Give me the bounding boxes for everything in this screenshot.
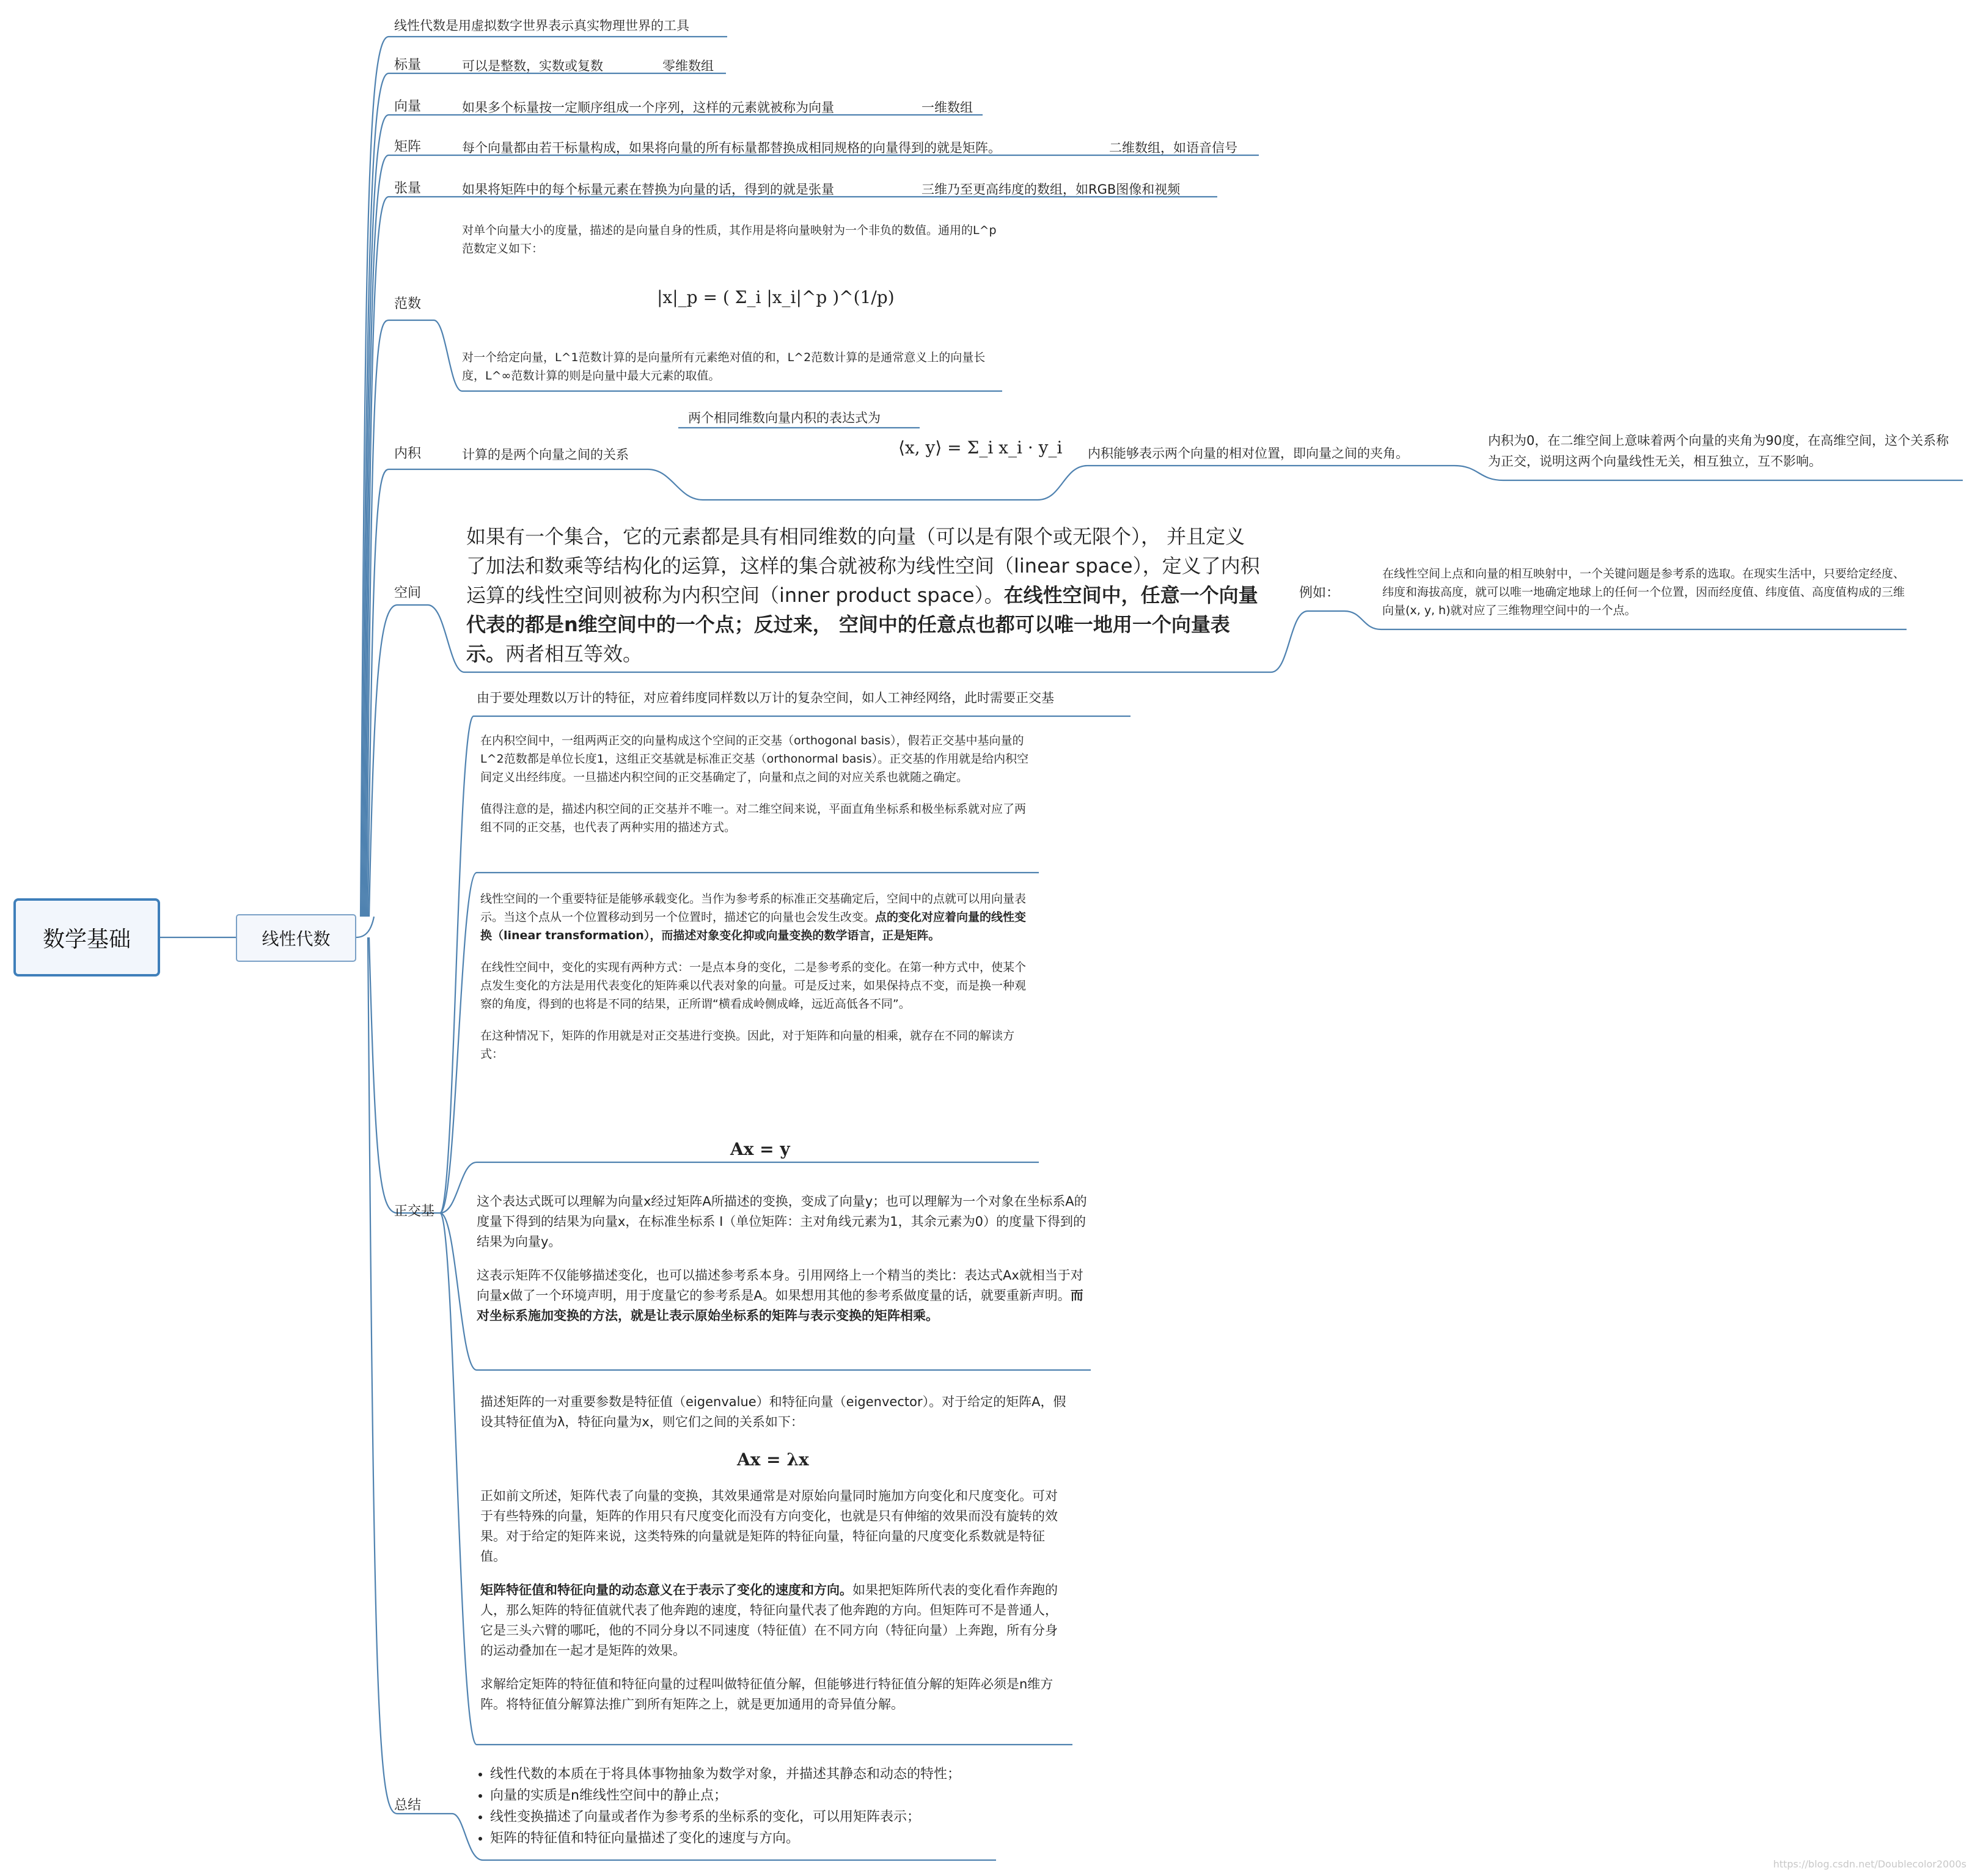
inner-expr-title: 两个相同维数向量内积的表达式为 (688, 411, 881, 425)
matrix-label[interactable]: 矩阵 (394, 139, 422, 155)
watermark: https://blog.csdn.net/Doublecolor2000s (1773, 1858, 1966, 1870)
inner-label[interactable]: 内积 (394, 446, 422, 461)
summary-label[interactable]: 总结 (394, 1798, 422, 1813)
norm-formula: |x|_p = ( Σ_i |x_i|^p )^(1/p) (657, 287, 895, 307)
vector-extra: 一维数组 (922, 100, 973, 115)
ortho-p3b: 点的变化对应着向量的线性变换（linear transformation），而描述对象变化抑或向量变换的数学语言，正是矩阵。 (480, 911, 1027, 942)
tensor-extra: 三维乃至更高纬度的数组，如RGB图像和视频 (922, 182, 1181, 197)
space-text (466, 522, 1261, 669)
ortho-p6: 这个表达式既可以理解为向量x经过矩阵A所描述的变换，变成了向量y；也可以理解为一个对象在坐标系A的度量下得到的结果为向量x，在标准坐标系 I（单位矩阵：主对角线元素为1，其余元素为0）的度量下得到的结果为向量y。 (477, 1194, 1087, 1249)
summary-item: • 矩阵的特征值和特征向量描述了变化的速度与方向。 (490, 1828, 1022, 1849)
space-text-c: 两者相互等效。 (505, 642, 643, 665)
ortho-p10b: 如果把矩阵所代表的变化看作奔跑的人，那么矩阵的特征值就代表了他奔跑的速度，特征向量代表了他奔跑的方向。但矩阵可不是普通人，它是三头六臂的哪吒，他的不同分身以不同速度（特征值）在不同方向（特征向量）上奔跑，所有分身的运动叠加在一起才是矩阵的效果。 (480, 1583, 1058, 1658)
vector-label[interactable]: 向量 (394, 99, 422, 114)
space-label[interactable]: 空间 (394, 585, 422, 601)
space-text-b: 在线性空间中，任意一个向量代表的都是n维空间中的一个点；反过来， 空间中的任意点也都可以唯一地用一个向量表示。 (466, 584, 1258, 665)
ortho-block-2 (480, 890, 1036, 1077)
branch-node-linear-algebra[interactable] (236, 914, 356, 962)
norm-label[interactable]: 范数 (394, 296, 422, 312)
ortho-p4: 在线性空间中，变化的实现有两种方式：一是点本身的变化，二是参考系的变化。在第一种方式中，使某个点发生变化的方法是用代表变化的矩阵乘以代表对象的向量。可是反过来，如果保持点不变，而是换一种观察的角度，得到的也将是不同的结果，正所谓“横看成岭侧成峰，远近高低各不同”。 (480, 961, 1027, 1011)
ortho-p8: 描述矩阵的一对重要参数是特征值（eigenvalue）和特征向量（eigenvector）。对于给定的矩阵A，假设其特征值为λ，特征向量为x，则它们之间的关系如下： (480, 1394, 1066, 1429)
ortho-p1: 在内积空间中，一组两两正交的向量构成这个空间的正交基（orthogonal basis），假若正交基中基向量的L^2范数都是单位长度1，这组正交基就是标准正交基（orthonormal basis）。正交基的作用就是给内积空间定义出经纬度。一旦描述内积空间的正交基确定了，向量和点之间的对应关系也就随之确定。 (480, 734, 1029, 784)
summary-list (472, 1764, 1022, 1849)
summary-item: • 向量的实质是n维线性空间中的静止点； (490, 1785, 1022, 1806)
connector-branch-spine (356, 917, 374, 937)
summary-item: • 线性变换描述了向量或者作为参考系的坐标系的变化，可以用矩阵表示； (490, 1806, 1022, 1828)
ortho-block-1 (480, 731, 1036, 850)
scalar-label[interactable]: 标量 (394, 57, 422, 73)
root-node[interactable] (13, 898, 160, 976)
ortho-lead: 由于要处理数以万计的特征，对应着纬度同样数以万计的复杂空间，如人工神经网络，此时需要正交基 (477, 691, 1054, 705)
ortho-block-3 (477, 1192, 1088, 1339)
ortho-p7 (477, 1266, 1088, 1326)
scalar-desc: 可以是整数，实数或复数 (462, 59, 603, 73)
space-text-a: 如果有一个集合，它的元素都是具有相同维数的向量（可以是有限个或无限个）， 并且定义了加法和数乘等结构化的运算，这样的集合就被称为线性空间（linear space），定义了内积运算的线性空间则被称为内积空间（inner product space）。 (466, 525, 1260, 607)
inner-formula: ⟨x, y⟩ = Σ_i x_i · y_i (898, 438, 1063, 458)
branch-title: 线性代数 (262, 929, 331, 949)
matrix-desc: 每个向量都由若干标量构成，如果将向量的所有标量都替换成相同规格的向量得到的就是矩阵。 (462, 141, 1001, 155)
ortho-p9: 正如前文所述，矩阵代表了向量的变换，其效果通常是对原始向量同时施加方向变化和尺度变化。可对于有些特殊的向量，矩阵的作用只有尺度变化而没有方向变化，也就是只有伸缩的效果而没有旋转的效果。对于给定的矩阵来说，这类特殊的向量就是矩阵的特征向量，特征向量的尺度变化系数就是特征值。 (480, 1489, 1058, 1564)
intro-text: 线性代数是用虚拟数字世界表示真实物理世界的工具 (394, 18, 689, 33)
norm-text-1: 对单个向量大小的度量，描述的是向量自身的性质，其作用是将向量映射为一个非负的数值。通用的L^p范数定义如下： (462, 224, 997, 255)
ortho-block-4a (480, 1392, 1070, 1446)
ortho-formula-2: Ax = λx (737, 1449, 809, 1470)
inner-desc: 计算的是两个向量之间的关系 (462, 447, 629, 462)
inner-meaning: 内积能够表示两个向量的相对位置，即向量之间的夹角。 (1088, 446, 1409, 461)
ortho-p2: 值得注意的是，描述内积空间的正交基并不唯一。对二维空间来说，平面直角坐标系和极坐标系就对应了两组不同的正交基，也代表了两种实用的描述方式。 (480, 802, 1027, 834)
ortho-p7b: 而对坐标系施加变换的方法，就是让表示原始坐标系的矩阵与表示变换的矩阵相乘。 (477, 1288, 1083, 1323)
ortho-p11: 求解给定矩阵的特征值和特征向量的过程叫做特征值分解，但能够进行特征值分解的矩阵必须是n维方阵。将特征值分解算法推广到所有矩阵之上，就是更加通用的奇异值分解。 (480, 1677, 1053, 1712)
scalar-extra: 零维数组 (662, 59, 714, 73)
root-title: 数学基础 (42, 926, 131, 952)
ortho-p7a: 这表示矩阵不仅能够描述变化，也可以描述参考系本身。引用网络上一个精当的类比：表达式Ax就相当于对向量x做了一个环境声明，用于度量它的参考系是A。如果想用其他的参考系做度量的话，就要重新声明。 (477, 1268, 1083, 1303)
connector-ortho (369, 937, 440, 1213)
inner-zero: 内积为0，在二维空间上意味着两个向量的夹角为90度，在高维空间，这个关系称为正交，说明这两个向量线性无关，相互独立，互不影响。 (1488, 433, 1949, 469)
tensor-label[interactable]: 张量 (394, 181, 422, 196)
space-example-text: 在线性空间上点和向量的相互映射中，一个关键问题是参考系的选取。在现实生活中，只要给定经度、纬度和海拔高度，就可以唯一地确定地球上的任何一个位置，因而经度值、纬度值、高度值构成的三维向量(x, y, h)就对应了三维物理空间中的一个点。 (1382, 567, 1905, 617)
ortho-p3 (480, 890, 1036, 945)
summary-item: • 线性代数的本质在于将具体事物抽象为数学对象，并描述其静态和动态的特性； (490, 1764, 1022, 1785)
ortho-formula-1: Ax = y (730, 1139, 790, 1159)
ortho-block-4b (480, 1486, 1070, 1728)
vector-desc: 如果多个标量按一定顺序组成一个序列，这样的元素就被称为向量 (462, 100, 834, 115)
ortho-p10 (480, 1580, 1070, 1661)
ortho-p3a: 线性空间的一个重要特征是能够承载变化。当作为参考系的标准正交基确定后，空间中的点就可以用向量表示。当这个点从一个位置移动到另一个位置时，描述它的向量也会发生改变。 (480, 892, 1027, 924)
ortho-p10a: 矩阵特征值和特征向量的动态意义在于表示了变化的速度和方向。 (480, 1583, 852, 1597)
ortho-label[interactable]: 正交基 (394, 1204, 435, 1219)
ortho-p5: 在这种情况下，矩阵的作用就是对正交基进行变换。因此，对于矩阵和向量的相乘，就存在不同的解读方式： (480, 1029, 1015, 1061)
tensor-desc: 如果将矩阵中的每个标量元素在替换为向量的话，得到的就是张量 (462, 182, 834, 197)
matrix-extra: 二维数组，如语音信号 (1109, 141, 1237, 155)
norm-text-2: 对一个给定向量，L^1范数计算的是向量所有元素绝对值的和，L^2范数计算的是通常意义上的向量长度，L^∞范数计算的则是向量中最大元素的取值。 (462, 351, 986, 383)
space-example-label: 例如： (1299, 585, 1340, 601)
